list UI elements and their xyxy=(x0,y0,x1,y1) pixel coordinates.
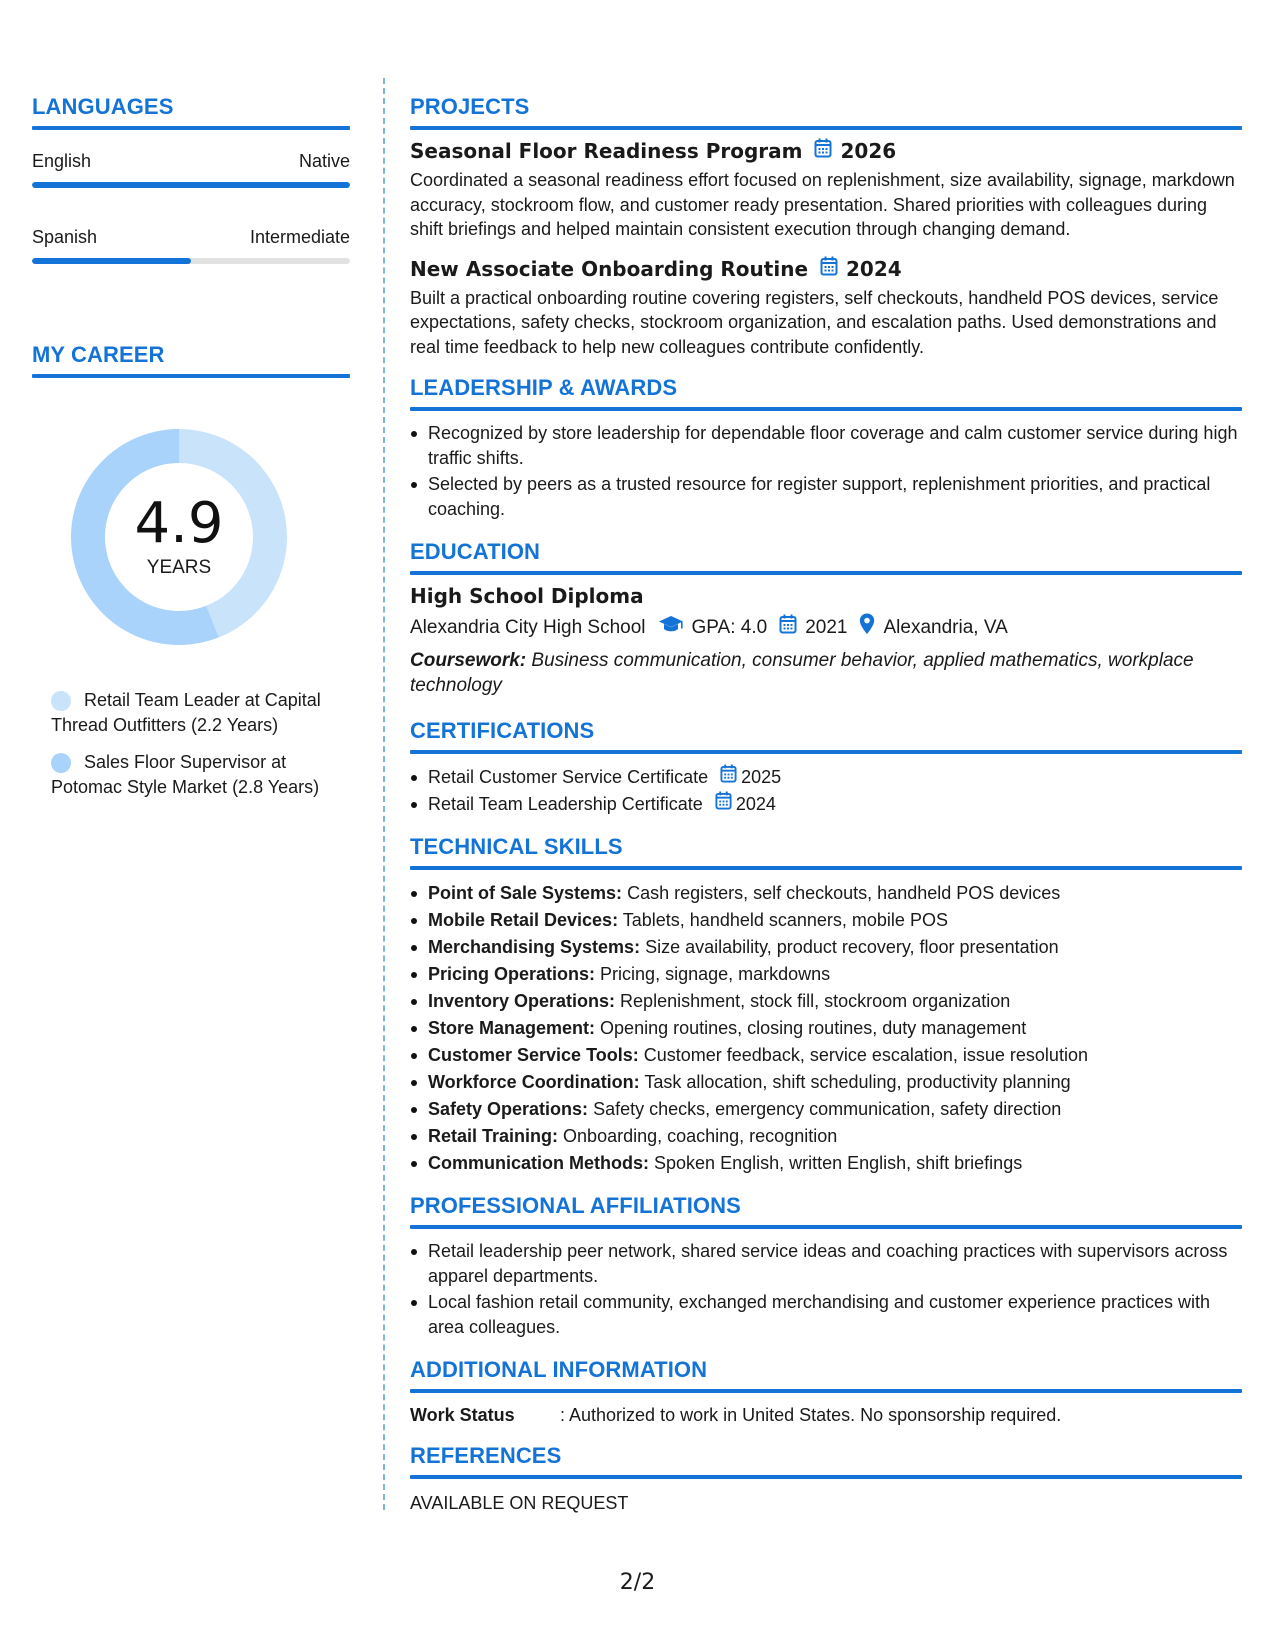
section-rule xyxy=(410,866,1242,870)
calendar-icon xyxy=(820,256,838,282)
certification-year: 2024 xyxy=(735,794,776,814)
project-name: New Associate Onboarding Routine xyxy=(410,256,809,281)
education-year: 2021 xyxy=(805,617,848,638)
affiliations-list xyxy=(410,1239,1242,1339)
certifications-list xyxy=(410,764,1242,818)
right-column xyxy=(410,94,1242,1515)
legend-label: Retail Team Leader at Capital Thread Outfitters (2.2 Years) xyxy=(51,690,321,735)
certification-name: Retail Team Leadership Certificate xyxy=(428,794,703,814)
section-rule xyxy=(410,126,1242,130)
list-item: Retail leadership peer network, shared service ideas and coaching practices with supervisors across apparel departments. xyxy=(410,1239,1242,1288)
section-title: ADDITIONAL INFORMATION xyxy=(410,1357,708,1382)
skill-value: Task allocation, shift scheduling, productivity planning xyxy=(644,1072,1071,1092)
skill-label: Retail Training: xyxy=(428,1126,559,1146)
list-item: Selected by peers as a trusted resource for register support, replenishment priorities, and practical coaching. xyxy=(410,472,1242,521)
calendar-icon xyxy=(720,764,737,791)
skill-item xyxy=(410,1015,1242,1042)
section-rule xyxy=(410,1225,1242,1229)
legend-dot xyxy=(51,753,71,773)
skill-item xyxy=(410,961,1242,988)
proficiency-bar xyxy=(32,258,350,264)
certification-year: 2025 xyxy=(741,767,782,787)
education-school: Alexandria City High School xyxy=(410,617,646,638)
section-title: PROFESSIONAL AFFILIATIONS xyxy=(410,1193,741,1218)
education-degree: High School Diploma xyxy=(410,584,644,608)
language-level: Intermediate xyxy=(249,227,350,247)
section-title: MY CAREER xyxy=(32,342,165,367)
skill-label: Customer Service Tools: xyxy=(428,1045,639,1065)
section-rule xyxy=(410,1389,1242,1393)
references-text: AVAILABLE ON REQUEST xyxy=(410,1493,629,1513)
education-location: Alexandria, VA xyxy=(883,617,1008,638)
language-name: English xyxy=(32,151,92,171)
skill-value: Cash registers, self checkouts, handheld POS devices xyxy=(627,883,1061,903)
additional-info-section xyxy=(410,1357,1242,1427)
skill-item xyxy=(410,988,1242,1015)
skill-value: Replenishment, stock fill, stockroom organization xyxy=(620,991,1011,1011)
left-column xyxy=(32,94,350,800)
skill-item xyxy=(410,880,1242,907)
skill-value: Size availability, product recovery, floor presentation xyxy=(645,937,1059,957)
graduation-cap-icon xyxy=(658,614,684,642)
skill-item xyxy=(410,1150,1242,1177)
skill-value: Safety checks, emergency communication, safety direction xyxy=(593,1099,1062,1119)
skill-value: Tablets, handheld scanners, mobile POS xyxy=(622,910,948,930)
project-description: Built a practical onboarding routine covering registers, self checkouts, handheld POS devices, service expectations, safety checks, stockroom organization, and escalation paths. Used demonstrations and real time feedback to help new colleagues contribute confidently. xyxy=(410,287,1219,357)
legend-item xyxy=(51,750,350,800)
skill-label: Mobile Retail Devices: xyxy=(428,910,619,930)
section-title: PROJECTS xyxy=(410,94,530,119)
page-number: 2/2 xyxy=(619,1570,656,1595)
project-item xyxy=(410,256,1242,360)
skill-label: Pricing Operations: xyxy=(428,964,596,984)
proficiency-fill xyxy=(32,182,350,188)
work-status-value: : Authorized to work in United States. No sponsorship required. xyxy=(560,1405,1062,1425)
references-section xyxy=(410,1443,1242,1515)
legend-item xyxy=(51,688,350,738)
skill-item xyxy=(410,1123,1242,1150)
column-divider xyxy=(383,78,385,1510)
work-status-row xyxy=(410,1403,1242,1427)
section-rule xyxy=(410,571,1242,575)
skills-list xyxy=(410,880,1242,1177)
calendar-icon xyxy=(779,614,797,642)
skill-label: Workforce Coordination: xyxy=(428,1072,640,1092)
coursework-label: Coursework: xyxy=(410,650,527,671)
coursework-text: Business communication, consumer behavior, applied mathematics, workplace technology xyxy=(410,650,1194,696)
skill-label: Safety Operations: xyxy=(428,1099,589,1119)
skill-value: Onboarding, coaching, recognition xyxy=(563,1126,838,1146)
education-coursework xyxy=(410,649,1242,698)
education-details xyxy=(410,613,1242,643)
skill-label: Inventory Operations: xyxy=(428,991,616,1011)
projects-section xyxy=(410,94,1242,359)
language-spanish xyxy=(32,226,350,264)
proficiency-bar xyxy=(32,182,350,188)
section-title: CERTIFICATIONS xyxy=(410,718,595,743)
affiliations-section xyxy=(410,1193,1242,1339)
list-item xyxy=(410,764,1242,791)
language-name: Spanish xyxy=(32,227,98,247)
leadership-list xyxy=(410,421,1242,521)
certifications-section xyxy=(410,718,1242,818)
leadership-section xyxy=(410,375,1242,521)
education-section xyxy=(410,539,1242,698)
section-title: TECHNICAL SKILLS xyxy=(410,834,623,859)
list-item xyxy=(410,791,1242,818)
section-rule xyxy=(410,1475,1242,1479)
legend-label: Sales Floor Supervisor at Potomac Style Market (2.8 Years) xyxy=(51,752,320,797)
section-rule xyxy=(32,374,350,378)
skill-value: Spoken English, written English, shift briefings xyxy=(654,1153,1023,1173)
work-status-label: Work Status xyxy=(410,1405,515,1425)
language-level: Native xyxy=(298,151,350,171)
map-pin-icon xyxy=(859,613,875,643)
project-year: 2026 xyxy=(840,139,897,163)
section-rule xyxy=(410,407,1242,411)
education-gpa: GPA: 4.0 xyxy=(691,617,768,638)
section-title: REFERENCES xyxy=(410,1443,562,1468)
project-item xyxy=(410,138,1242,242)
skill-label: Merchandising Systems: xyxy=(428,937,641,957)
skill-item xyxy=(410,907,1242,934)
section-rule xyxy=(32,126,350,130)
list-item: Local fashion retail community, exchanged merchandising and customer experience practices with area colleagues. xyxy=(410,1290,1242,1339)
project-description: Coordinated a seasonal readiness effort focused on replenishment, size availability, signage, markdown accuracy, stockroom flow, and customer ready presentation. Shared priorities with colleagues during shift briefings and helped maintain consistent execution through changing demand. xyxy=(410,170,1235,239)
skill-value: Pricing, signage, markdowns xyxy=(600,964,831,984)
career-total-unit: YEARS xyxy=(146,557,212,578)
calendar-icon xyxy=(814,138,832,164)
list-item: Recognized by store leadership for dependable floor coverage and calm customer service during high traffic shifts. xyxy=(410,421,1242,470)
skill-item xyxy=(410,1096,1242,1123)
skill-item xyxy=(410,1042,1242,1069)
career-total-value: 4.9 xyxy=(134,491,224,556)
section-rule xyxy=(410,750,1242,754)
skill-label: Communication Methods: xyxy=(428,1153,649,1173)
section-title: EDUCATION xyxy=(410,539,541,564)
languages-section xyxy=(32,94,350,264)
career-donut-chart xyxy=(64,422,294,652)
skill-label: Point of Sale Systems: xyxy=(428,883,623,903)
section-title: LANGUAGES xyxy=(32,94,174,119)
career-legend xyxy=(32,688,350,800)
skill-value: Customer feedback, service escalation, issue resolution xyxy=(643,1045,1088,1065)
technical-skills-section xyxy=(410,834,1242,1177)
skill-value: Opening routines, closing routines, duty management xyxy=(600,1018,1027,1038)
calendar-icon xyxy=(715,791,732,818)
legend-dot xyxy=(51,691,71,711)
proficiency-fill xyxy=(32,258,191,264)
career-section xyxy=(32,342,350,800)
skill-item xyxy=(410,934,1242,961)
certification-name: Retail Customer Service Certificate xyxy=(428,767,709,787)
skill-item xyxy=(410,1069,1242,1096)
skill-label: Store Management: xyxy=(428,1018,596,1038)
project-name: Seasonal Floor Readiness Program xyxy=(410,139,803,163)
language-english xyxy=(32,150,350,188)
project-year: 2024 xyxy=(846,256,902,281)
section-title: LEADERSHIP & AWARDS xyxy=(410,375,678,400)
